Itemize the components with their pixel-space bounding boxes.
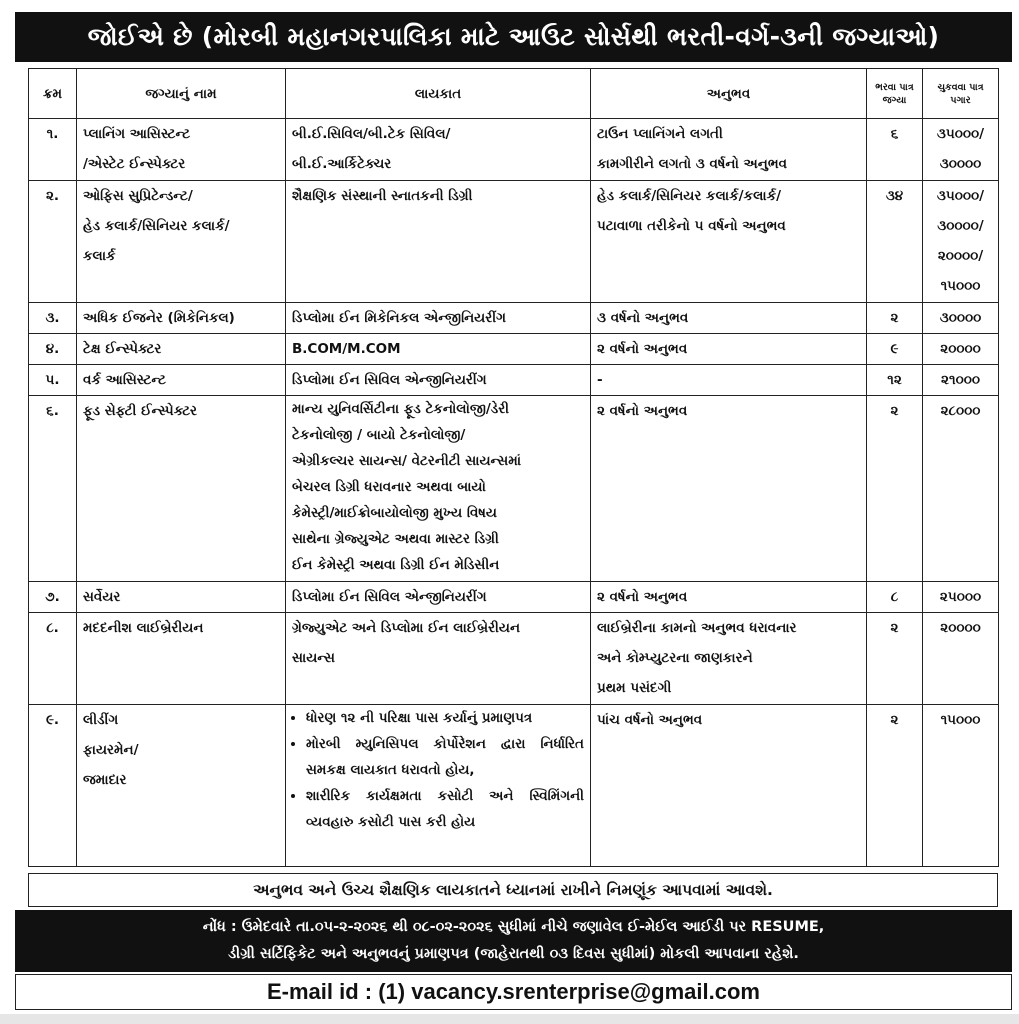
row-vacancies: ૩૪ [867,181,923,303]
experience-line: ૨ વર્ષનો અનુભવ [597,589,688,605]
row-post [77,119,286,181]
row-post [77,613,286,705]
table-row [29,303,999,334]
row-vacancies: ૬ [867,119,923,181]
row-post [77,582,286,613]
row-qualification [286,334,591,365]
qualification-line: ડિપ્લોમા ઈન સિવિલ એન્જીનિયરીંગ [292,589,487,605]
note-line-2: ડીગ્રી સર્ટિફિકેટ અને અનુભવનું પ્રમાણપત્ર (જાહેરાતથી ૦૩ દિવસ સુધીમાં) મોકલી આપવાના રહેશે. [228,946,799,962]
salary-line: ૩૦૦૦૦ [939,156,982,172]
salary-line: ૨૦૦૦૦ [940,341,981,357]
header-num: ક્રમ [29,69,77,119]
qualification-line: સાયન્સ [292,650,335,666]
qualification-line: બી.ઈ.સિવિલ/બી.ટેક સિવિલ/ [292,126,451,142]
qualification-line: ગ્રેજ્યુએટ અને ડિપ્લોમા ઈન લાઈબ્રેરીયન [292,620,521,636]
salary-line: ૨૦૦૦૦ [940,620,981,636]
table-row [29,181,999,303]
row-experience [591,334,867,365]
header-vacancies [867,69,923,119]
row-post [77,705,286,867]
row-experience [591,396,867,582]
qualification-line: ડિપ્લોમા ઈન સિવિલ એન્જીનિયરીંગ [292,372,487,388]
bottom-strip [0,1014,1019,1024]
row-experience [591,705,867,867]
appointment-note: અનુભવ અને ઉચ્ચ શૈક્ષણિક લાયકાતને ધ્યાનમાં રાખીને નિમણૂંક આપવામાં આવશે. [28,873,998,907]
experience-line: ટાઉન પ્લાનિંગને લગતી [597,126,723,142]
header-post: જગ્યાનું નામ [77,69,286,119]
contact-email: E-mail id : (1) vacancy.srenterprise@gmail.com [15,974,1012,1010]
row-experience [591,582,867,613]
experience-line: ૨ વર્ષનો અનુભવ [597,341,688,357]
post-line: ટેક્ષ ઈન્સ્પેક્ટર [83,341,162,357]
row-salary [923,582,999,613]
row-salary [923,334,999,365]
row-num: ૨. [29,181,77,303]
table-row [29,334,999,365]
header-salary [923,69,999,119]
row-salary [923,119,999,181]
post-line: ફાયરમેન/ [83,742,139,758]
salary-line: ૩૦૦૦૦ [939,310,982,326]
row-experience [591,613,867,705]
row-num: ૩. [29,303,77,334]
qualification-line: એગ્રીકલ્ચર સાયન્સ/ વેટરનીટી સાયન્સમાં [292,453,522,469]
salary-line: ૨૮૦૦૦ [940,403,981,419]
row-salary [923,613,999,705]
post-line: લીડીંગ [83,712,119,728]
post-line: હેડ કલાર્ક/સિનિયર કલાર્ક/ [83,218,230,234]
table-row [29,613,999,705]
row-qualification [286,181,591,303]
qualification-line: શૈક્ષણિક સંસ્થાની સ્નાતકની ડિગ્રી [292,188,473,204]
post-line: જમાદાર [83,772,127,788]
row-qualification [286,613,591,705]
row-vacancies: ૨ [867,396,923,582]
row-qualification [286,705,591,867]
header-salary-line1: ચુકવવા પાત્ર [937,81,984,93]
row-num: ૪. [29,334,77,365]
salary-line: ૨૧૦૦૦ [941,372,980,388]
row-post [77,303,286,334]
salary-line: ૩૫૦૦૦/ [936,126,985,142]
experience-line: લાઈબ્રેરીના કામનો અનુભવ ધરાવનાર [597,620,797,636]
vacancy-table [28,68,999,867]
post-line: ફૂડ સેફ્ટી ઈન્સ્પેક્ટર [83,403,198,419]
row-experience [591,365,867,396]
post-line: ઓફિસ સુપ્રિટેન્ડન્ટ/ [83,188,193,204]
experience-line: - [597,372,603,388]
qualification-bullets [292,705,584,835]
table-row [29,396,999,582]
row-vacancies: ૧૨ [867,365,923,396]
qualification-line: B.COM/M.COM [292,341,401,357]
experience-line: કામગીરીને લગતો ૩ વર્ષનો અનુભવ [597,156,788,172]
row-num: ૧. [29,119,77,181]
note-line-1: નોંધ : ઉમેદવારે તા.૦૫-૨-૨૦૨૬ થી ૦૮-૦૨-૨૦૨૬ સુધીમાં નીચે જણાવેલ ઈ-મેઈલ આઈડી પર RESUME, [202,919,825,935]
qualification-line: ટેકનોલોજી / બાયો ટેકનોલોજી/ [292,427,466,443]
row-qualification [286,396,591,582]
row-post [77,365,286,396]
salary-line: ૨૦૦૦૦/ [937,248,984,264]
row-num: ૬. [29,396,77,582]
row-experience [591,181,867,303]
experience-line: અને કોમ્પ્યુટરના જાણકારને [597,650,753,666]
experience-line: ૨ વર્ષનો અનુભવ [597,403,688,419]
notice-title: જોઈએ છે (મોરબી મહાનગરપાલિકા માટે આઉટ સોર્સથી ભરતી-વર્ગ-૩ની જગ્યાઓ) [15,12,1012,62]
post-line: પ્લાનિંગ આસિસ્ટન્ટ [83,126,191,142]
row-vacancies: ૨ [867,613,923,705]
table-row [29,582,999,613]
salary-line: ૩૦૦૦૦/ [937,218,984,234]
experience-line: પાંચ વર્ષનો અનુભવ [597,712,703,728]
header-qualification: લાયકાત [286,69,591,119]
row-qualification [286,119,591,181]
post-line: વર્ક આસિસ્ટન્ટ [83,372,166,388]
salary-line: ૨૫૦૦૦ [939,589,982,605]
post-line: /એસ્ટેટ ઈન્સ્પેક્ટર [83,156,186,172]
row-num: ૯. [29,705,77,867]
qualification-line: ઈન કેમેસ્ટ્રી અથવા ડિગ્રી ઈન મેડિસીન [292,557,500,573]
post-line: કલાર્ક [83,248,116,264]
qualification-line: કેમેસ્ટ્રી/માઈક્રોબાયોલોજી મુખ્ય વિષય [292,505,497,521]
qualification-bullet: • મોરબી મ્યુનિસિપલ કોર્પોરેશન દ્વારા નિર્ધારિત સમકક્ષ લાયકાત ધરાવતો હોય, [306,731,584,783]
row-num: ૮. [29,613,77,705]
experience-line: ૩ વર્ષનો અનુભવ [597,310,689,326]
application-note [15,910,1012,972]
row-num: ૭. [29,582,77,613]
row-vacancies: ૨ [867,303,923,334]
post-line: મદદનીશ લાઈબ્રેરીયન [83,620,204,636]
salary-line: ૩૫૦૦૦/ [936,188,985,204]
table-header-row [29,69,999,119]
qualification-line: માન્ય યુનિવર્સિટીના ફૂડ ટેકનોલોજી/ડેરી [292,401,510,417]
header-vacancies-line2: જગ્યા [882,94,907,106]
row-experience [591,303,867,334]
row-salary [923,181,999,303]
row-experience [591,119,867,181]
table-row [29,705,999,867]
experience-line: પ્રથમ પસંદગી [597,680,672,696]
qualification-line: સાથેના ગ્રેજ્યુએટ અથવા માસ્ટર ડિગ્રી [292,531,499,547]
table-row [29,365,999,396]
row-post [77,181,286,303]
row-vacancies: ૮ [867,582,923,613]
experience-line: પટાવાળા તરીકેનો ૫ વર્ષનો અનુભવ [597,218,786,234]
row-salary [923,705,999,867]
salary-line: ૧૫૦૦૦ [940,278,981,294]
post-line: અધિક ઈજનેર (મિકેનિકલ) [83,310,235,326]
qualification-bullet: • ધોરણ ૧૨ ની પરિક્ષા પાસ કર્યાનું પ્રમાણપત્ર [306,705,584,731]
row-post [77,396,286,582]
row-salary [923,396,999,582]
row-qualification [286,365,591,396]
row-num: ૫. [29,365,77,396]
qualification-line: બેચરલ ડિગ્રી ધરાવનાર અથવા બાયો [292,479,486,495]
header-vacancies-line1: ભરવા પાત્ર [875,81,914,93]
row-vacancies: ૨ [867,705,923,867]
salary-line: ૧૫૦૦૦ [940,712,981,728]
qualification-line: બી.ઈ.આર્કિટેક્ચર [292,156,392,172]
row-qualification [286,303,591,334]
row-salary [923,365,999,396]
experience-line: હેડ કલાર્ક/સિનિયર કલાર્ક/કલાર્ક/ [597,188,782,204]
header-salary-line2: પગાર [950,94,971,106]
header-experience: અનુભવ [591,69,867,119]
row-post [77,334,286,365]
qualification-bullet: • શારીરિક કાર્યક્ષમતા કસોટી અને સ્વિમિંગની વ્યવહારુ કસોટી પાસ કરી હોય [306,783,584,835]
row-qualification [286,582,591,613]
table-row [29,119,999,181]
row-vacancies: ૯ [867,334,923,365]
post-line: સર્વેયર [83,589,121,605]
qualification-line: ડિપ્લોમા ઈન મિકેનિકલ એન્જીનિયરીંગ [292,310,506,326]
row-salary [923,303,999,334]
